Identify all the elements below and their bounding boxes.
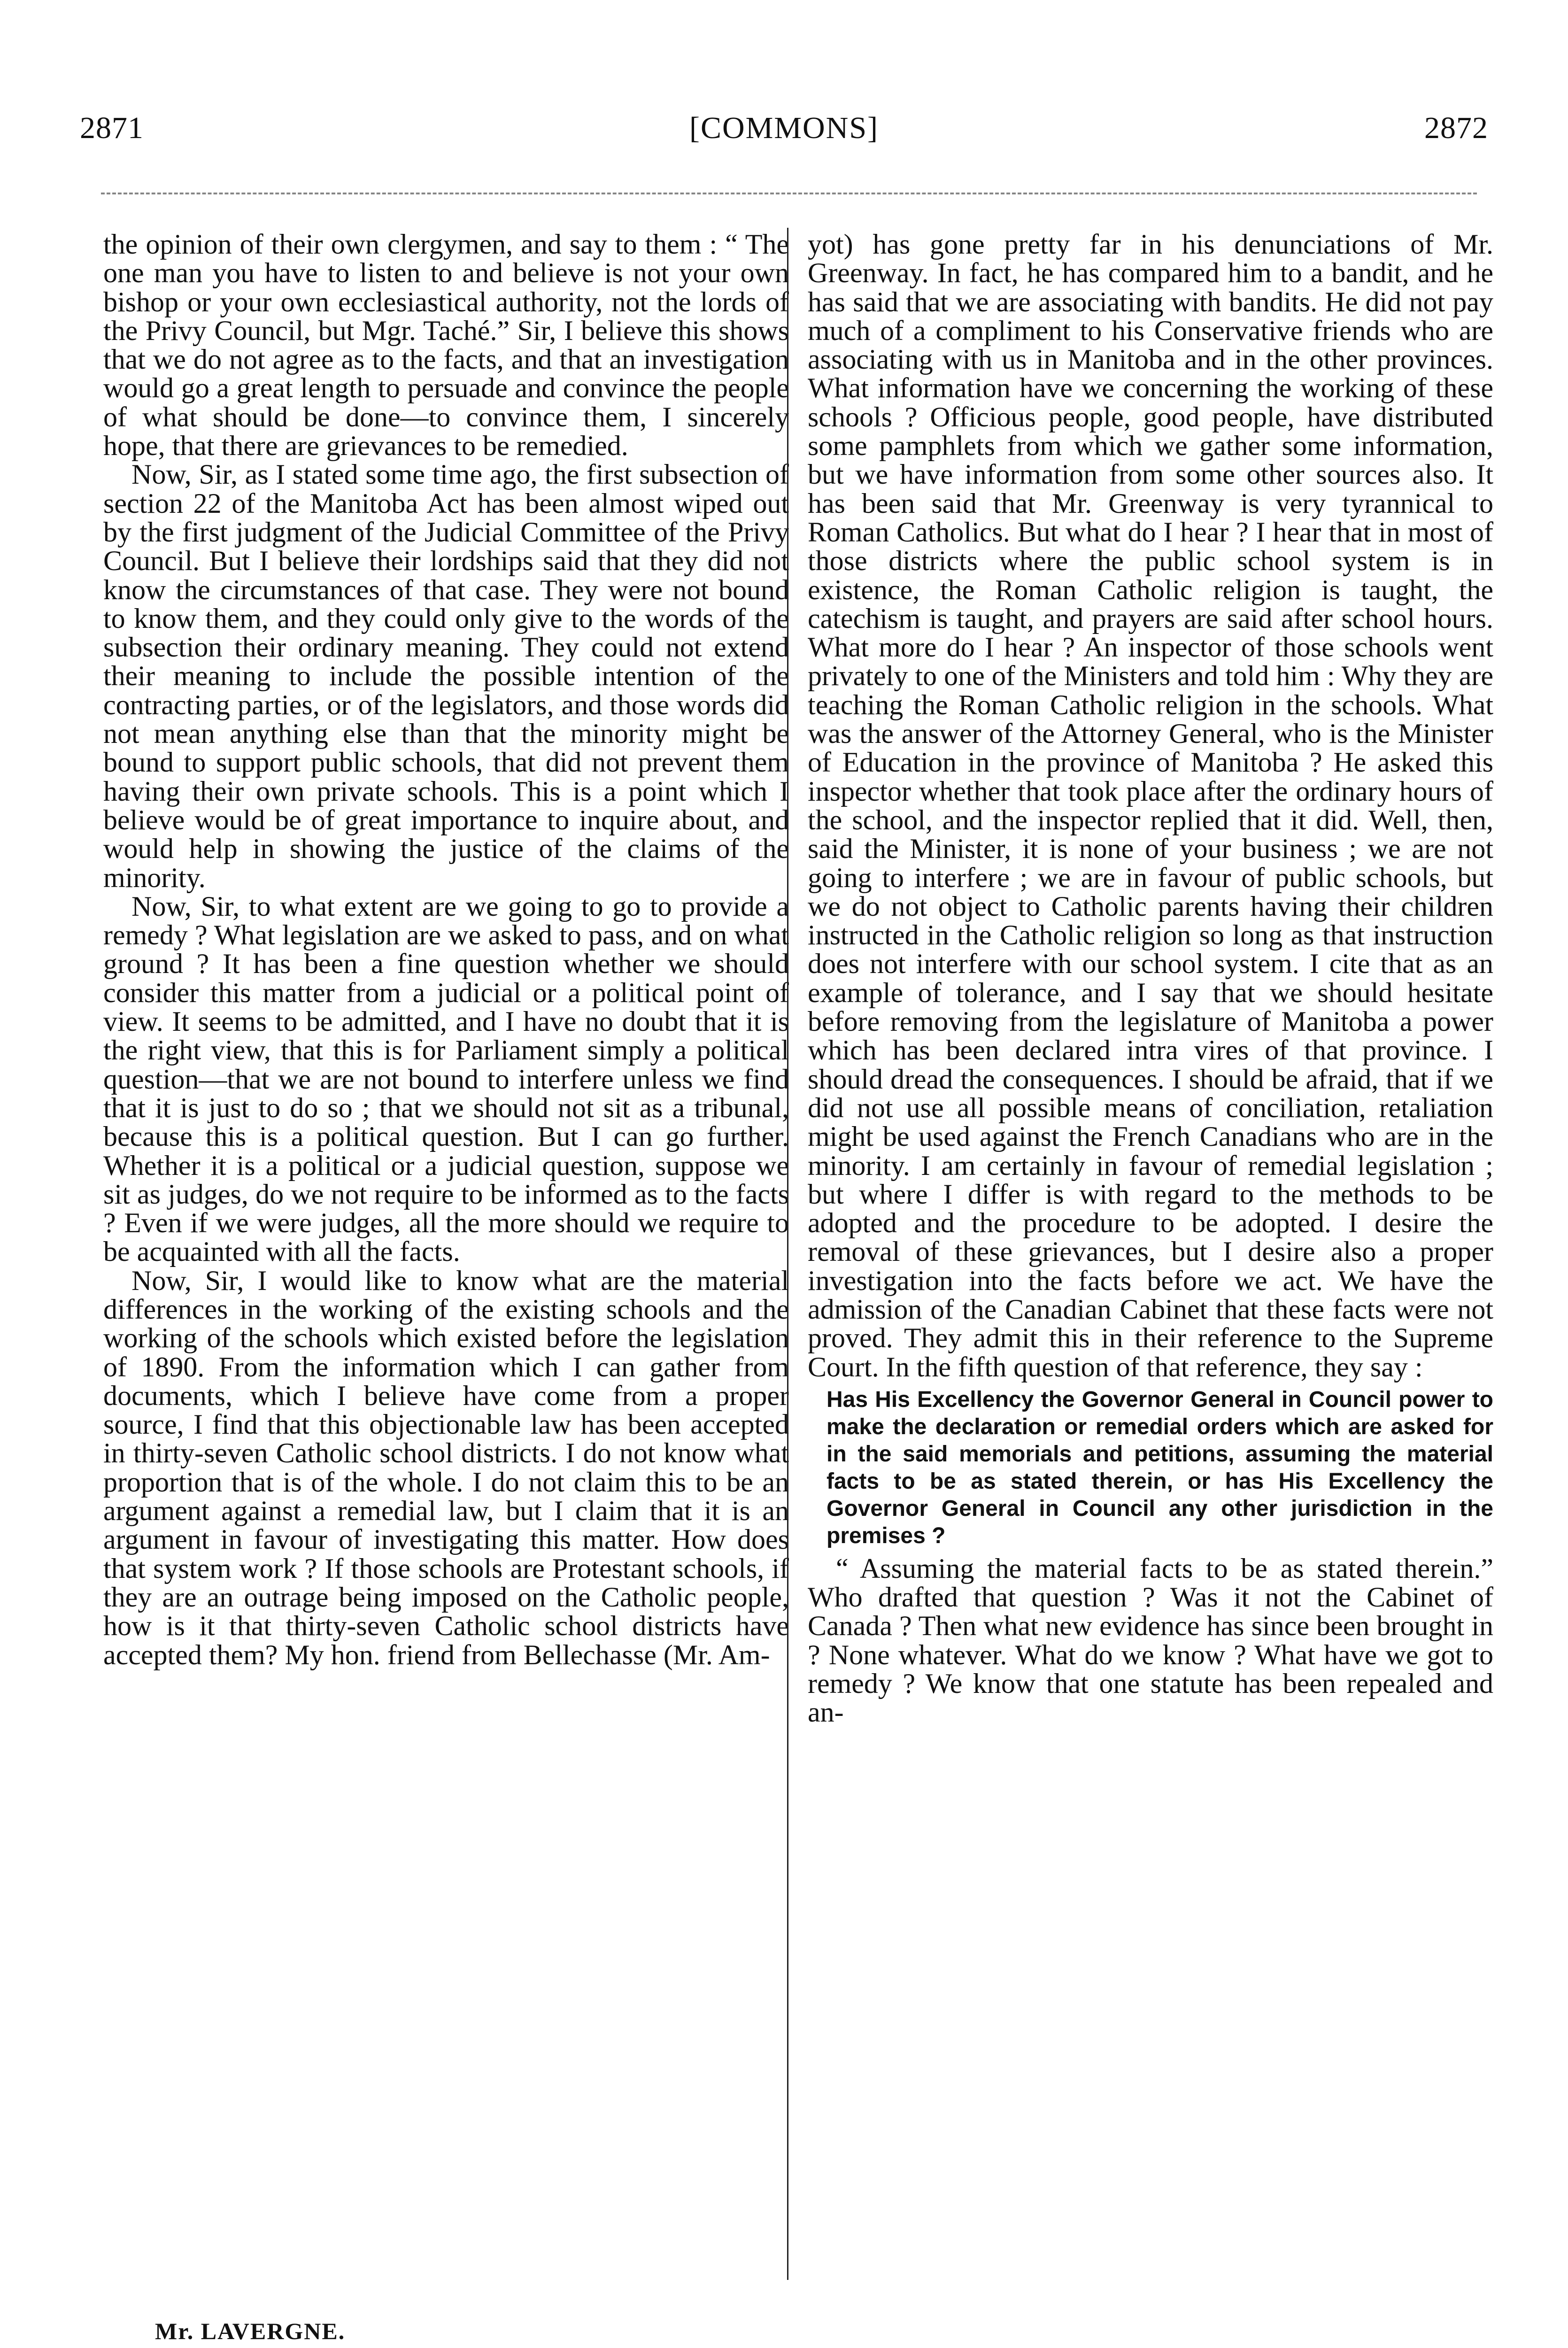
block-quote: Has His Excellency the Governor General in Council power to make the declaration or remedial orders which are asked for in the said memorials and petitions, assuming the material facts to be as stated therein, or has His Excellency the Governor General in Council any other jurisdiction in the premises ?: [826, 1387, 1493, 1548]
page-title: [COMMONS]: [689, 111, 879, 145]
left-paragraph-1: the opinion of their own clergymen, and say to them : “ The one man you have to listen to and believe is not your own bishop or your own ecclesiastical authority, not the lords of the Privy Council, but Mgr. Taché.” Sir, I believe this shows that we do not agree as to the facts, and that an investigation would go a great length to persuade and convince the people of what should be done—to convince them, I sincerely hope, that there are grievances to be remedied.: [103, 229, 789, 462]
right-page-number: 2872: [1424, 111, 1488, 145]
left-page-number: 2871: [80, 111, 144, 145]
left-column: [103, 230, 789, 1669]
right-paragraph-1: yot) has gone pretty far in his denunciations of Mr. Greenway. In fact, he has compared him to a bandit, and he has said that we are associating with bandits. He did not pay much of a compliment to his Conservative friends who are associating with us in Manitoba and in the other provinces. What information have we concerning the working of these schools ? Officious people, good people, have distributed some pamphlets from which we gather some information, but we have information from some other sources also. It has been said that Mr. Greenway is very tyrannical to Roman Catholics. But what do I hear ? I hear that in most of those districts where the public school system is in existence, the Roman Catholic religion is taught, the catechism is taught, and prayers are said after school hours. What more do I hear ? An inspector of those schools went privately to one of the Ministers and told him : Why they are teaching the Roman Catholic religion in the schools. What was the answer of the Attorney General, who is the Minister of Education in the province of Manitoba ? He asked this inspector whether that took place after the ordinary hours of the school, and the inspector replied that it did. Well, then, said the Minister, it is none of your business ; we are not going to interfere ; we are in favour of public schools, but we do not object to Catholic parents having their children instructed in the Catholic religion so long as that instruction does not interfere with our school system. I cite that as an example of tolerance, and I say that we should hesitate before removing from the legislature of Manitoba a power which has been declared intra vires of that province. I should dread the consequences. I should be afraid, that if we did not use all possible means of conciliation, retaliation might be used against the French Canadians who are in the minority. I am certainly in favour of remedial legislation ; but where I differ is with regard to the methods to be adopted and the procedure to be adopted. I desire the removal of these grievances, but I desire also a proper investigation into the facts before we act. We have the admission of the Canadian Cabinet that these facts were not proved. They admit this in their reference to the Supreme Court. In the fifth question of that reference, they say :: [808, 229, 1493, 1383]
header-rule: [101, 193, 1477, 194]
right-paragraph-2: “ Assuming the material facts to be as stated therein.” Who drafted that question ? Was it not the Cabinet of Canada ? Then what new evidence has since been brought in ? None whatever. What do we know ? What have we got to remedy ? We know that one statute has been repealed and an-: [808, 1552, 1493, 1728]
right-column: [808, 230, 1493, 1727]
column-divider: [787, 228, 788, 2280]
left-paragraph-3: Now, Sir, to what extent are we going to go to provide a remedy ? What legislation are we asked to pass, and on what ground ? It has been a fine question whether we should consider this matter from a judicial or a political point of view. It seems to be admitted, and I have no doubt that it is the right view, that this is for Parliament simply a political question—that we are not bound to interfere unless we find that it is just to do so ; that we should not sit as a tribunal, because this is a political question. But I can go further. Whether it is a political or a judicial question, suppose we sit as judges, do we not require to be informed as to the facts ? Even if we were judges, all the more should we require to be acquainted with all the facts.: [103, 890, 789, 1267]
page-header: [0, 110, 1568, 155]
speaker-footer: Mr. LAVERGNE.: [155, 2318, 346, 2344]
left-paragraph-2: Now, Sir, as I stated some time ago, the first subsection of section 22 of the Manitoba Act has been almost wiped out by the first judgment of the Judicial Committee of the Privy Council. But I believe their lordships said that they did not know the circumstances of that case. They were not bound to know them, and they could only give to the words of the subsection their ordinary meaning. They could not extend their meaning to include the possible intention of the contracting parties, or of the legislators, and those words did not mean anything else than that the minority might be bound to support public schools, that did not prevent them having their own private schools. This is a point which I believe would be of great importance to inquire about, and would help in showing the justice of the claims of the minority.: [103, 459, 789, 893]
left-paragraph-4: Now, Sir, I would like to know what are the material differences in the working of the existing schools and the working of the schools which existed before the legislation of 1890. From the information which I can gather from documents, which I believe have come from a proper source, I find that this objectionable law has been accepted in thirty-seven Catholic school districts. I do not know what proportion that is of the whole. I do not claim this to be an argument against a remedial law, but I claim that it is an argument in favour of investigating this matter. How does that system work ? If those schools are Protestant schools, if they are an outrage being imposed on the Catholic people, how is it that thirty-seven Catholic school districts have accepted them? My hon. friend from Bellechasse (Mr. Am-: [103, 1265, 789, 1670]
